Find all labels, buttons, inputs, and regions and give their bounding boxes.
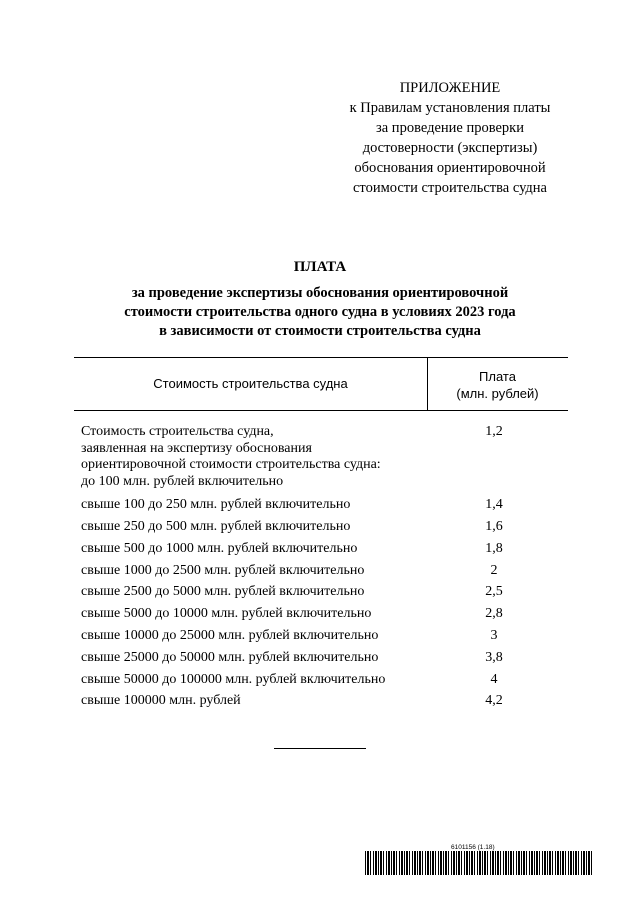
appendix-line: ПРИЛОЖЕНИЕ [399, 80, 501, 96]
table-row-fee: 2,8 [485, 606, 503, 621]
table-row-condition: свыше 50000 до 100000 млн. рублей включительно [81, 672, 386, 687]
table-header-rule [74, 410, 568, 411]
appendix-line: стоимости строительства судна [352, 180, 547, 196]
appendix-line: обоснования ориентировочной [354, 160, 546, 176]
table-row-fee: 3 [490, 628, 498, 643]
table-row-condition: свыше 10000 до 25000 млн. рублей включительно [81, 628, 379, 643]
table-row-fee: 1,4 [485, 497, 503, 512]
appendix-line: за проведение проверки [376, 120, 524, 136]
table-row-condition: свыше 250 до 500 млн. рублей включительно [81, 519, 351, 534]
table-top-rule [74, 357, 568, 358]
table-row-fee: 1,6 [485, 519, 503, 534]
fee-header-line: Плата [479, 369, 516, 384]
condition-line: Стоимость строительства судна, [81, 424, 274, 439]
table-row-fee: 4 [490, 672, 498, 687]
table-row-fee: 2 [490, 563, 498, 578]
document-title: ПЛАТА [293, 259, 347, 275]
column-header-fee [427, 368, 568, 402]
table-row-fee: 4,2 [485, 693, 503, 708]
subtitle-line: стоимости строительства одного судна в условиях 2023 года [124, 304, 516, 320]
first-row-condition [81, 424, 431, 490]
fee-header-unit: (млн. рублей) [456, 386, 539, 401]
appendix-heading [330, 78, 570, 198]
condition-line: заявленная на экспертизу обоснования [81, 440, 312, 456]
first-row-fee: 1,2 [485, 424, 503, 439]
column-header-cost: Стоимость строительства судна [153, 376, 348, 391]
document-subtitle [0, 284, 640, 341]
table-row-fee: 1,8 [485, 541, 503, 556]
table-row-condition: свыше 5000 до 10000 млн. рублей включительно [81, 606, 372, 621]
table-row-fee: 3,8 [485, 650, 503, 665]
table-row-condition: свыше 100 до 250 млн. рублей включительно [81, 497, 351, 512]
table-row-fee: 2,5 [485, 584, 503, 599]
end-separator [274, 748, 366, 749]
appendix-line: достоверности (экспертизы) [362, 140, 538, 156]
condition-line: до 100 млн. рублей включительно [81, 473, 284, 489]
table-row-condition: свыше 100000 млн. рублей [81, 693, 241, 708]
barcode-number: 6101156 (1.18) [451, 844, 495, 851]
table-row-condition: свыше 1000 до 2500 млн. рублей включительно [81, 563, 365, 578]
table-row-condition: свыше 2500 до 5000 млн. рублей включительно [81, 584, 365, 599]
table-row-condition: свыше 25000 до 50000 млн. рублей включительно [81, 650, 379, 665]
table-row-condition: свыше 500 до 1000 млн. рублей включительно [81, 541, 358, 556]
subtitle-line: за проведение экспертизы обоснования ориентировочной [131, 285, 509, 301]
barcode-icon [365, 851, 592, 875]
subtitle-line: в зависимости от стоимости строительства судна [159, 323, 481, 339]
appendix-line: к Правилам установления платы [349, 100, 551, 116]
condition-line: ориентировочной стоимости строительства судна: [81, 457, 381, 472]
